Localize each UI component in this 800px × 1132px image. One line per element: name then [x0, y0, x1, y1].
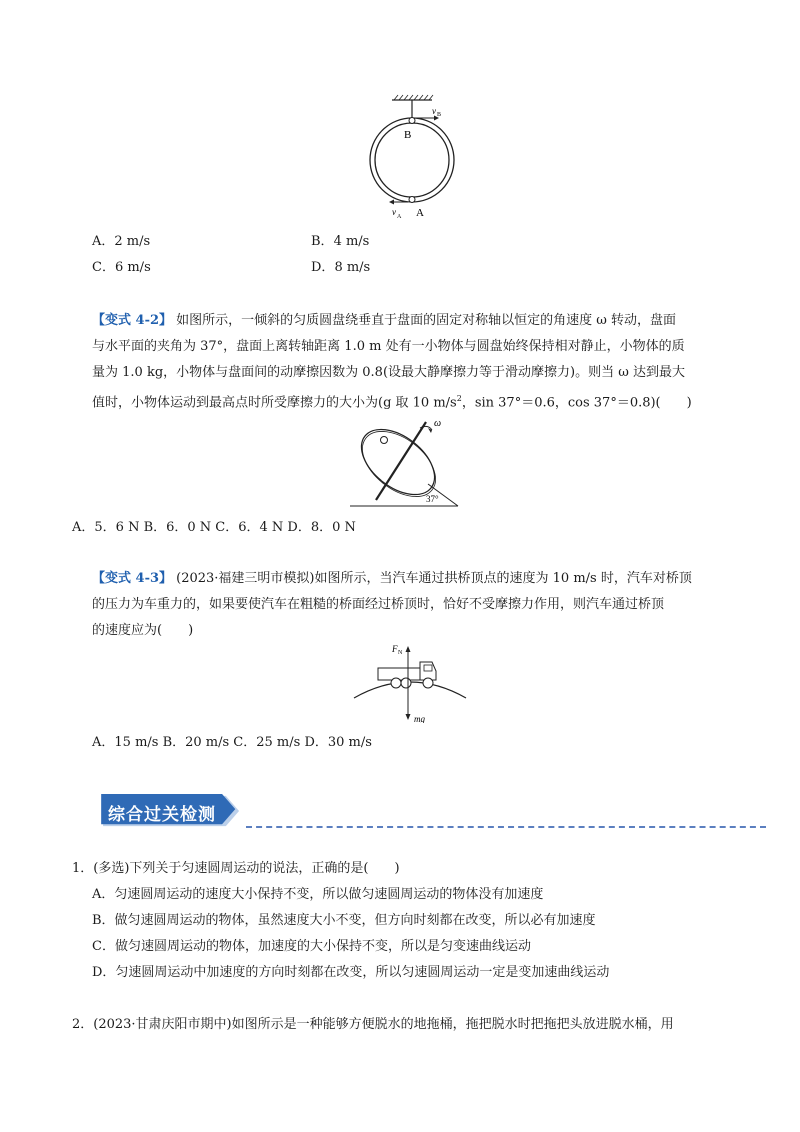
point-a-label: A: [416, 207, 424, 219]
q2-stem: 2．(2023·甘肃庆阳市期中)如图所示是一种能够方便脱水的地拖桶，拖把脱水时把拖把头放进脱水桶，用: [72, 1017, 674, 1032]
v42-line-1: 【变式 4-2】 如图所示，一倾斜的匀质圆盘绕垂直于盘面的固定对称轴以恒定的角速度 ω 转动，盘面: [92, 313, 677, 328]
omega-label: ω: [434, 418, 442, 429]
v42-options: A．5．6 N B．6．0 N C．6．4 N D．8．0 N: [72, 520, 356, 535]
v43-line-1: 【变式 4-3】 (2023·福建三明市模拟)如图所示，当汽车通过拱桥顶点的速度为 10 m/s 时，汽车对桥顶: [92, 571, 692, 586]
v42-line-4: 值时，小物体运动到最高点时所受摩擦力的大小为(g 取 10 $m/s^2$，sin 37°＝0.6，cos 37°＝0.8)( ): [92, 394, 692, 411]
q1-option-c: C．做匀速圆周运动的物体，加速度的大小保持不变，所以是匀变速曲线运动: [92, 939, 531, 954]
v42-tag: 【变式 4-2】: [92, 313, 173, 328]
ring-figure: [360, 92, 470, 227]
q1-option-d: D．匀速圆周运动中加速度的方向时刻都在改变，所以匀速圆周运动一定是变加速曲线运动: [92, 965, 610, 980]
vb-sub: B: [437, 112, 442, 118]
v42-line-2: 与水平面的夹角为 37°，盘面上离转轴距离 1.0 m 处有一小物体与圆盘始终保持相对静止，小物体的质: [92, 339, 685, 354]
v43-line-2: 的压力为车重力的，如果要使汽车在粗糙的桥面经过桥顶时，恰好不受摩擦力作用，则汽车通过桥顶: [92, 597, 665, 612]
q1-option-a: A．匀速圆周运动的速度大小保持不变，所以做匀速圆周运动的物体没有加速度: [92, 887, 544, 902]
v43-options: A．15 m/s B．20 m/s C．25 m/s D．30 m/s: [92, 735, 372, 750]
fn-sub: N: [398, 650, 403, 656]
v43-tag: 【变式 4-3】: [92, 571, 173, 586]
q1-stem: 1．(多选)下列关于匀速圆周运动的说法，正确的是( ): [72, 861, 400, 876]
v43-line-3: 的速度应为( ): [92, 623, 194, 638]
point-b-label: B: [404, 129, 412, 141]
section-title: 综合过关检测: [108, 805, 216, 825]
inclined-disk-figure: [340, 414, 470, 514]
q1-option-b: B．做匀速圆周运动的物体，虽然速度大小不变，但方向时刻都在改变，所以必有加速度: [92, 913, 596, 928]
section-divider: [246, 826, 766, 828]
vb-label: v: [432, 106, 436, 116]
mg-label: mg: [414, 714, 425, 723]
q-top-option-c: C．6 m/s: [92, 260, 151, 275]
va-sub: A: [397, 214, 402, 220]
truck-bridge-figure: [348, 638, 473, 723]
va-label: v: [392, 207, 396, 217]
v42-line-3: 量为 1.0 kg，小物体与盘面间的动摩擦因数为 0.8(设最大静摩擦力等于滑动摩擦力)。则当 ω 达到最大: [92, 365, 685, 380]
angle-label: 37°: [426, 494, 439, 504]
q-top-option-a: A．2 m/s: [92, 234, 151, 249]
q-top-option-b: B．4 m/s: [311, 234, 370, 249]
q-top-option-d: D．8 m/s: [311, 260, 371, 275]
fn-label: F: [392, 644, 398, 654]
